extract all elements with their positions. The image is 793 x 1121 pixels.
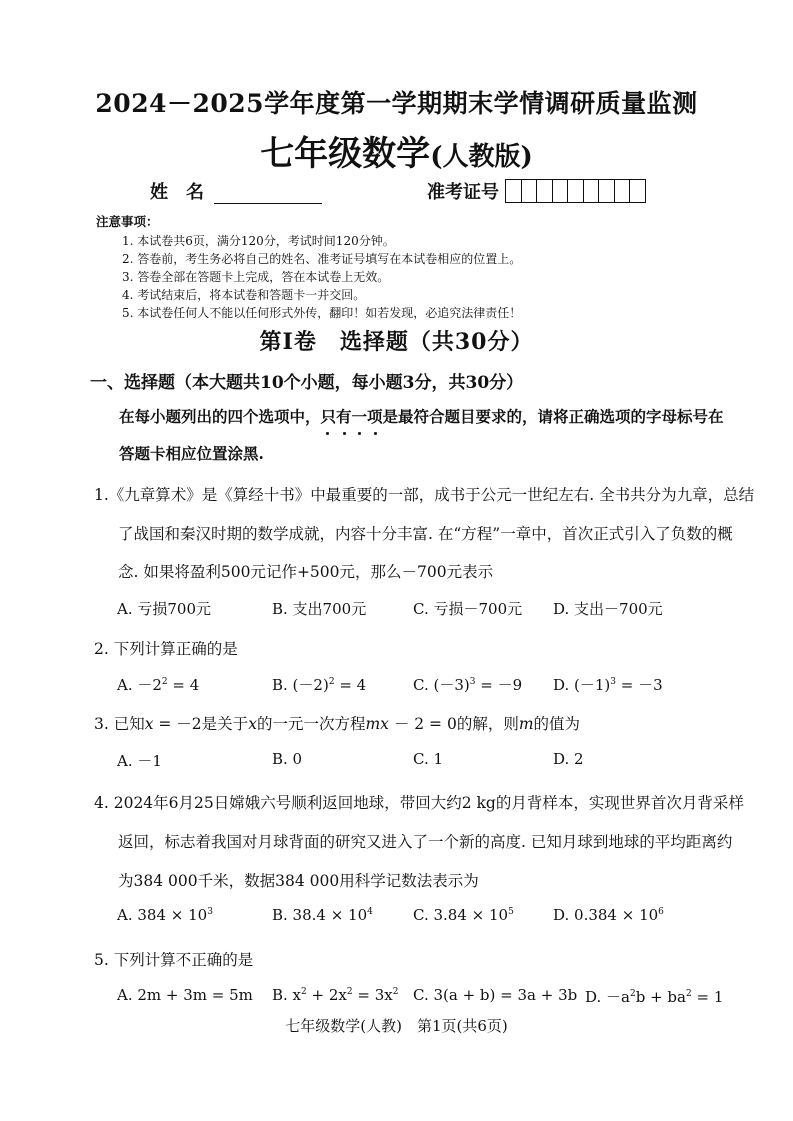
q5-option-a: A. 2m + 3m = 5m	[117, 986, 253, 1004]
notice-title: 注意事项：	[96, 214, 159, 229]
q5-option-b	[272, 986, 398, 1004]
exponent: 4	[367, 907, 373, 917]
q5-option-c: C. 3(a + b) = 3a + 3b	[413, 986, 578, 1004]
exam-id-box	[615, 180, 631, 202]
exponent: 2	[685, 989, 692, 999]
q3-option-d: D. 2	[553, 750, 584, 768]
q5-option-d	[585, 986, 723, 1007]
q1-option-a: A. 亏损700元	[117, 600, 211, 618]
q3-option-a: A. －1	[117, 752, 162, 770]
emphasis-dot	[343, 432, 346, 435]
exponent: 2	[328, 677, 335, 687]
option-text: = 4	[334, 676, 367, 694]
exam-id-box	[630, 180, 645, 202]
exam-id-box	[568, 180, 584, 202]
emphasis-dot	[374, 432, 377, 435]
option-text: = 3x	[352, 986, 393, 1004]
edition-label: (人教版)	[430, 142, 533, 172]
question-4-line: 返回，标志着我国对月球背面的研究又进入了一个新的高度. 已知月球到地球的平均距离约	[118, 833, 733, 851]
emphasis-words: 只有一项	[320, 407, 383, 426]
exponent: 3	[469, 677, 476, 687]
exam-id-boxes	[505, 179, 646, 203]
exam-id-box	[553, 180, 569, 202]
name-blank	[214, 185, 322, 204]
option-text: = 4	[167, 676, 200, 694]
subject-name: 七年级数学	[260, 134, 431, 174]
q2-option-b	[272, 674, 366, 695]
page-footer: 七年级数学(人教) 第1页(共6页)	[285, 1017, 508, 1035]
notice-item: 4. 考试结束后，将本试卷和答题卡一并交回。	[122, 288, 366, 302]
emphasis-dot	[358, 432, 361, 435]
option-text: B. x	[272, 986, 302, 1004]
option-text: = －3	[616, 676, 663, 694]
instruction-line: 答题卡相应位置涂黑.	[119, 444, 264, 463]
emphasis-text	[321, 407, 383, 426]
option-text: D. －a	[585, 988, 630, 1006]
question-1-line: 1.《九章算术》是《算经十书》中最重要的一部，成书于公元一世纪左右. 全书共分为九章，总结	[94, 486, 755, 504]
instruction-text: 在每小题列出的四个选项中，	[119, 407, 321, 426]
exam-id-box	[506, 180, 522, 202]
math-variable: m	[518, 715, 534, 733]
math-variable: mx	[365, 715, 389, 733]
q4-option-c	[413, 906, 514, 924]
question-5-stem: 5. 下列计算不正确的是	[94, 951, 254, 969]
exam-id-box	[537, 180, 553, 202]
option-text: b + ba	[635, 988, 686, 1006]
exam-title: 2024－2025学年度第一学期期末学情调研质量监测	[95, 89, 698, 118]
question-3-stem	[94, 712, 580, 734]
q3-option-b: B. 0	[272, 750, 303, 768]
question-4-line: 为384 000千米，数据384 000用科学记数法表示为	[118, 872, 479, 890]
question-2-stem: 2. 下列计算正确的是	[94, 640, 238, 658]
option-text: A. －2	[117, 676, 162, 694]
exponent: 2	[161, 677, 168, 687]
notice-item: 5. 本试卷任何人不能以任何形式外传，翻印！如若发现，必追究法律责任！	[122, 306, 522, 320]
option-text: C. 3.84 × 10	[413, 906, 509, 924]
q2-option-a	[117, 674, 199, 695]
math-variable: x	[248, 715, 257, 733]
option-text: = －9	[475, 676, 523, 694]
q4-option-b	[272, 906, 373, 924]
exponent: 2	[392, 987, 399, 997]
subject-title	[0, 126, 793, 175]
exponent: 6	[658, 907, 664, 917]
question-4-line: 4. 2024年6月25日嫦娥六号顺利返回地球，带回大约2 kg的月背样本，实现世界首次月背采样	[94, 794, 744, 812]
option-text: C. (－3)	[413, 676, 470, 694]
exponent: 2	[301, 987, 307, 997]
stem-text: － 2 = 0的解，则	[388, 715, 519, 733]
q3-option-c: C. 1	[413, 750, 444, 768]
question-1-line: 念. 如果将盈利500元记作+500元，那么－700元表示	[118, 563, 494, 581]
option-text: = 1	[691, 988, 724, 1006]
option-text: D. 0.384 × 10	[553, 906, 659, 924]
q2-option-d	[553, 674, 663, 695]
name-label: 姓 名	[150, 182, 204, 203]
name-field	[150, 178, 322, 204]
stem-text: 的值为	[533, 715, 581, 733]
option-text: A. 384 × 10	[117, 906, 208, 924]
stem-text: = －2是关于	[153, 715, 249, 733]
exponent: 3	[610, 677, 617, 687]
section-title: 第Ⅰ卷 选择题（共30分）	[259, 329, 534, 355]
math-variable: x	[144, 715, 154, 733]
exam-id-box	[522, 180, 538, 202]
option-text: + 2x	[306, 986, 347, 1004]
instruction-line	[119, 405, 724, 427]
stem-text: 3. 已知	[94, 715, 145, 733]
exam-id-box	[599, 180, 615, 202]
instruction-text: 是最符合题目要求的，请将正确选项的字母标号在	[382, 407, 724, 426]
notice-item: 1. 本试卷共6页，满分120分，考试时间120分钟。	[122, 234, 395, 248]
q1-option-c: C. 亏损－700元	[413, 600, 523, 618]
notice-item: 2. 答卷前，考生务必将自己的姓名、准考证号填写在本试卷相应的位置上。	[122, 252, 522, 266]
exam-id-label: 准考证号	[427, 182, 499, 203]
q1-option-b: B. 支出700元	[272, 600, 367, 618]
exponent: 3	[207, 907, 213, 917]
exponent: 2	[346, 987, 353, 997]
q4-option-d	[553, 906, 664, 924]
emphasis-dot	[326, 432, 329, 435]
exponent: 2	[629, 989, 636, 999]
option-text: B. 38.4 × 10	[272, 906, 368, 924]
exam-id-box	[584, 180, 600, 202]
q1-option-d: D. 支出－700元	[553, 600, 663, 618]
stem-text: 的一元一次方程	[256, 715, 366, 733]
notice-item: 3. 答卷全部在答题卡上完成，答在本试卷上无效。	[122, 270, 390, 284]
q4-option-a	[117, 906, 213, 924]
exam-id-field	[427, 178, 646, 204]
question-group-header: 一、选择题（本大题共10个小题，每小题3分，共30分）	[90, 373, 524, 393]
exponent: 5	[508, 907, 514, 917]
question-1-line: 了战国和秦汉时期的数学成就，内容十分丰富. 在“方程”一章中，首次正式引入了负数的概	[118, 525, 733, 543]
option-text: D. (－1)	[553, 676, 611, 694]
option-text: B. (－2)	[272, 676, 329, 694]
q2-option-c	[413, 674, 522, 695]
